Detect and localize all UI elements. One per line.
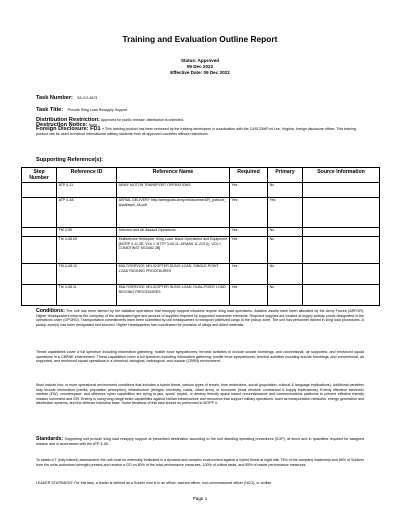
col-header-ref-id: Reference ID [57,168,117,183]
standards-paragraph [36,437,364,446]
effective-date: Effective Date: 09 Dec 2022 [170,70,230,76]
cell-source [303,197,380,227]
cell-step [22,284,57,305]
col-header-ref-name: Reference Name [117,168,230,183]
cell-ref-id: TM 4-48.11 [57,284,117,305]
environment-paragraph: Must include four or more operational environment conditions that includes a hybrid threat, various types of terrain, time restrictions, social (population, cultural & language implications). Additional variables may include information (media, population perception), infrastructure (bridges, electricity, roads, urban area), or economic (local vendors, contractual & supply implications). Enemy offensive electronic warfare (EW), counterspace, and offensive cyber capabilities are trying to jam, spoof, exploit, or destroy friendly space based reconnaissance and communications platforms to prevent effective friendly mission command and ISR. Enemy is using long-range strike capabilities against civilian infrastructure and resources that support military operations, such as transportation networks, energy generation and distribution systems, and the defense industrial base. Some iterations of this task should be performed in MOPP 4. [36,383,364,405]
references-header-row [22,168,380,183]
references-heading: Supporting Reference(s): [36,157,104,163]
col-header-required: Required [230,168,268,183]
cell-primary: No [268,284,303,305]
restrictions-block [36,118,364,136]
task-title-value: Provide Sling Load Resupply Support [67,108,128,112]
task-number-label: Task Number: [36,95,73,101]
cell-step [22,236,57,263]
foreign-disclosure-label: Foreign Disclosure: FD1 - [36,126,105,133]
table-row [22,197,380,227]
foreign-disclosure-value: This training product has been reviewed by the training developers in coordination with the CASCOM/Fort Lee, Virginia. foreign disclosure officer. This training product can be used to instruct international military students from all approved countries without restrictions. [36,127,356,136]
distribution-label: Distribution Restriction: [36,117,101,123]
cell-step [22,263,57,284]
cell-ref-name: AERIAL DELIVERY http://armypubs.army.mil/doctrine/DR_pubs/dr_a/pdf/atp4_48.pdf [117,197,230,227]
task-number-value: 63-CO-4573 [77,96,98,100]
cell-source [303,284,380,305]
task-title-label: Task Title: [36,107,64,113]
cell-step [22,182,57,197]
status-date: 09 Dec 2022 [186,64,214,70]
report-title: Training and Evaluation Outline Report [122,34,278,44]
conditions-paragraph [36,309,364,327]
col-header-step: Step Number [22,168,57,183]
distribution-value: Approved for public release; distribution is unlimited. [100,118,184,122]
references-table [21,167,380,306]
table-row [22,236,380,263]
cell-source [303,227,380,236]
standards-text: Supporting unit provide sling load resupply support at prescribed destination according to the unit standing operating procedures (SOP), at times and in quantities required for assigned mission and in accordance with the ATP 4-48. [36,437,364,446]
table-row [22,263,380,284]
cell-ref-id: ATP 4-11 [57,182,117,197]
trained-paragraph: To obtain a T (fully trained) assessment, the unit must be externally evaluated in a dynamic and complex environment against a hybrid threat at night with 75% of the company leadership and 80% of Soldiers from the units authorized strength present and receive a GO on 80% of the total performance measures, 100% of critical tasks, and 85% of leader performance measures. [36,458,364,467]
cell-ref-name: MULTISERVICE HELICOPTER SLING LOAD: SINGLE-POINT LOAD RIGGING PROCEDURES [117,263,230,284]
table-row [22,182,380,197]
threat-paragraph: Threat capabilities cover a full spectrum including information gathering; hostile force sympathizers; terrorist activities to include suicide bombings; and conventional, air supported, and reinforced squad operations in a CBRNE environment. Threat capabilities cover a full spectrum including information gathering; hostile force sympathizers; terrorist activities including suicide bombings; and conventional, air supported, and reinforced squad operations in a chemical, biological, radiological, and nuclear (CBRN) environment. [36,350,364,363]
cell-ref-name: MULTISERVICE HELICOPTER SLING LOAD: DUAL-POINT LOAD RIGGING PROCEDURES [117,284,230,305]
col-header-source: Source Information [303,168,380,183]
cell-required: Yes [230,236,268,263]
cell-required: Yes [230,227,268,236]
cell-primary: No [268,227,303,236]
destruction-value: None [88,122,98,127]
cell-primary: No [268,236,303,263]
cell-ref-id: ATP 4-48 [57,197,117,227]
cell-required: Yes [230,263,268,284]
cell-step [22,197,57,227]
cell-ref-id: TM 4-48.10 [57,263,117,284]
conditions-label: Conditions: [36,308,65,314]
leader-statement: LEADER STATEMENT: For this task, a leader is defined as a Soldier who is in an officer, warrant officer, non-commissioned officer (NCO), or civilian [36,481,272,485]
foreign-disclosure-line [36,127,364,136]
task-title-line [36,98,364,116]
cell-source [303,236,380,263]
cell-ref-name: ARMY MOTOR TRANSPORT OPERATIONS [117,182,230,197]
cell-step [22,227,57,236]
cell-primary: No [268,182,303,197]
col-header-primary: Primary [268,168,303,183]
cell-ref-name: Multiservice Helicopter Sling Load: Basic Operations and Equipment [MCRP 4-11.3E, VOL I; NTTP 3-04.11; AFMAN 11-223 (I), VOL I; COMDTINST M13482.2B] [117,236,230,263]
cell-required: Yes [230,182,268,197]
cell-required: Yes [230,197,268,227]
status-block [0,58,400,77]
cell-source [303,263,380,284]
cell-source [303,182,380,197]
table-row [22,284,380,305]
table-row [22,227,380,236]
cell-required: Yes [230,284,268,305]
page-number: Page 1 [192,496,208,501]
cell-ref-id: TM 4-48.09 [57,236,117,263]
cell-ref-name: Airborne and Air Assault Operations [117,227,230,236]
conditions-text: The unit has been alerted by the battalion operations that resupply support missions require sling load operations. Aviation assets have been allocated by the Army Forces (ARFOR). Higher Headquarters informs the company of the anticipated type and amount of supplies required by supported maneuver elements. Required supplies are located at supply activity points designated in the operations order (OPORD). Transportation commitments have been submitted by unit headquarters to transport palletized cargo to the pickup zone. The unit has personnel trained in sling load procedures. A pickup zone(s) has been designated and secured. Higher Headquarters has coordinated for provision of slings and allied materials. [36,309,364,327]
status-label: Status: Approved [180,58,220,63]
cell-ref-id: FM 3-99 [57,227,117,236]
standards-label: Standards: [36,436,64,442]
destruction-label: Destruction Notice: [36,121,88,128]
cell-primary: Yes [268,197,303,227]
cell-primary: No [268,263,303,284]
